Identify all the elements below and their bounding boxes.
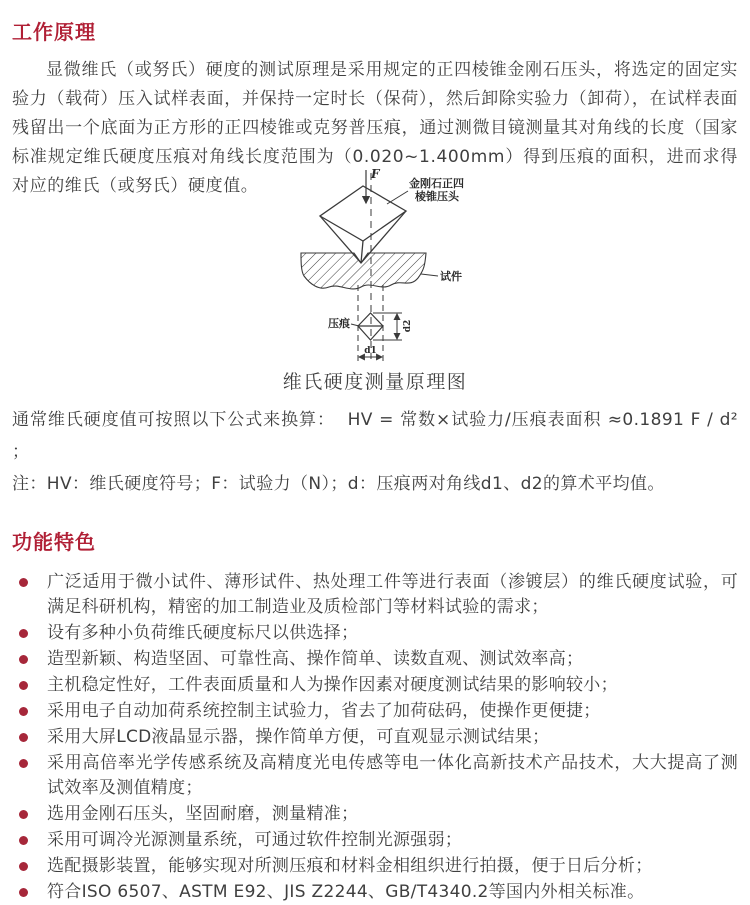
formula-line: 通常维氏硬度值可按照以下公式来换算： HV = 常数×试验力/压痕表面积 ≈0.1891 F / d² ； bbox=[12, 410, 738, 462]
bullet-icon bbox=[19, 836, 28, 845]
indenter-label-line2: 棱锥压头 bbox=[415, 190, 459, 203]
list-item bbox=[12, 725, 738, 750]
list-item bbox=[12, 802, 738, 827]
principle-figure bbox=[245, 165, 505, 394]
list-item-text: 设有多种小负荷维氏硬度标尺以供选择； bbox=[47, 623, 359, 643]
list-item-text: 广泛适用于微小试件、薄形试件、热处理工件等进行表面（渗镀层）的维氏硬度试验，可满足科研机构，精密的加工制造业及质检部门等材料试验的需求； bbox=[47, 572, 738, 617]
section-title-features: 功能特色 bbox=[12, 530, 96, 554]
bullet-icon bbox=[19, 733, 28, 742]
vickers-principle-diagram bbox=[275, 165, 475, 365]
list-item bbox=[12, 621, 738, 646]
bullet-icon bbox=[19, 681, 28, 690]
list-item bbox=[12, 699, 738, 724]
bullet-icon bbox=[19, 707, 28, 716]
list-item-text: 采用可调冷光源测量系统，可通过软件控制光源强弱； bbox=[47, 830, 463, 850]
bullet-icon bbox=[19, 655, 28, 664]
indenter-label-line1: 金刚石正四 bbox=[409, 177, 464, 190]
force-label: F bbox=[371, 167, 380, 181]
bullet-icon bbox=[19, 810, 28, 819]
bullet-icon bbox=[19, 629, 28, 638]
figure-caption: 维氏硬度测量原理图 bbox=[282, 371, 468, 393]
specimen-leader-line bbox=[421, 274, 438, 276]
bullet-icon bbox=[19, 759, 28, 768]
formula-note-line: 注：HV：维氏硬度符号；F：试验力（N）；d：压痕两对角线d1、d2的算术平均值。 bbox=[12, 474, 665, 494]
specimen-block bbox=[301, 253, 426, 289]
indenter-leader-line bbox=[387, 191, 408, 204]
principle-paragraph: 显微维氏（或努氏）硬度的测试原理是采用规定的正四棱锥金刚石压头，将选定的固定实验力（载荷）压入试样表面，并保持一定时长（保荷），然后卸除实验力（卸荷），在试样表面残留出一个底面为正方形的正四棱锥或克努普压痕，通过测微目镜测量其对角线的长度（国家标准规定维氏硬度压痕对角线长度范围为（0.020~1.400mm）得到压痕的面积，进而求得对应的维氏（或努氏）硬度值。 bbox=[12, 60, 738, 196]
list-item-text: 采用电子自动加荷系统控制主试验力，省去了加荷砝码，使操作更便捷； bbox=[47, 701, 601, 721]
list-item-text: 采用高倍率光学传感系统及高精度光电传感等电一体化高新技术产品技术，大大提高了测试效率及测值精度； bbox=[47, 753, 738, 798]
features-list bbox=[12, 570, 738, 905]
list-item bbox=[12, 673, 738, 698]
list-item bbox=[12, 647, 738, 672]
list-item-text: 符合ISO 6507、ASTM E92、JIS Z2244、GB/T4340.2等国内外相关标准。 bbox=[47, 882, 645, 902]
list-item bbox=[12, 854, 738, 879]
specimen-label: 试件 bbox=[440, 270, 462, 283]
indentation-label: 压痕 bbox=[328, 317, 350, 330]
formula-paragraph bbox=[12, 404, 738, 500]
list-item bbox=[12, 828, 738, 853]
bullet-icon bbox=[19, 578, 28, 587]
dim-d1-label: d1 bbox=[364, 346, 377, 356]
list-item-text: 主机稳定性好，工件表面质量和人为操作因素对硬度测试结果的影响较小； bbox=[47, 675, 618, 695]
list-item bbox=[12, 751, 738, 801]
dimension-d1 bbox=[359, 346, 382, 357]
list-item-text: 选用金刚石压头，坚固耐磨，测量精准； bbox=[47, 804, 359, 824]
dim-d2-label: d2 bbox=[403, 319, 413, 333]
bullet-icon bbox=[19, 888, 28, 897]
list-item-text: 采用大屏LCD液晶显示器，操作简单方便，可直观显示测试结果； bbox=[47, 727, 550, 747]
list-item bbox=[12, 570, 738, 620]
section-title-principle: 工作原理 bbox=[12, 20, 96, 44]
bullet-icon bbox=[19, 862, 28, 871]
list-item-text: 选配摄影装置，能够实现对所测压痕和材料金相组织进行拍摄，便于日后分析； bbox=[47, 856, 653, 876]
indenter-pyramid bbox=[320, 186, 406, 263]
list-item-text: 造型新颖、构造坚固、可靠性高、操作简单、读数直观、测试效率高； bbox=[47, 649, 584, 669]
list-item bbox=[12, 880, 738, 905]
